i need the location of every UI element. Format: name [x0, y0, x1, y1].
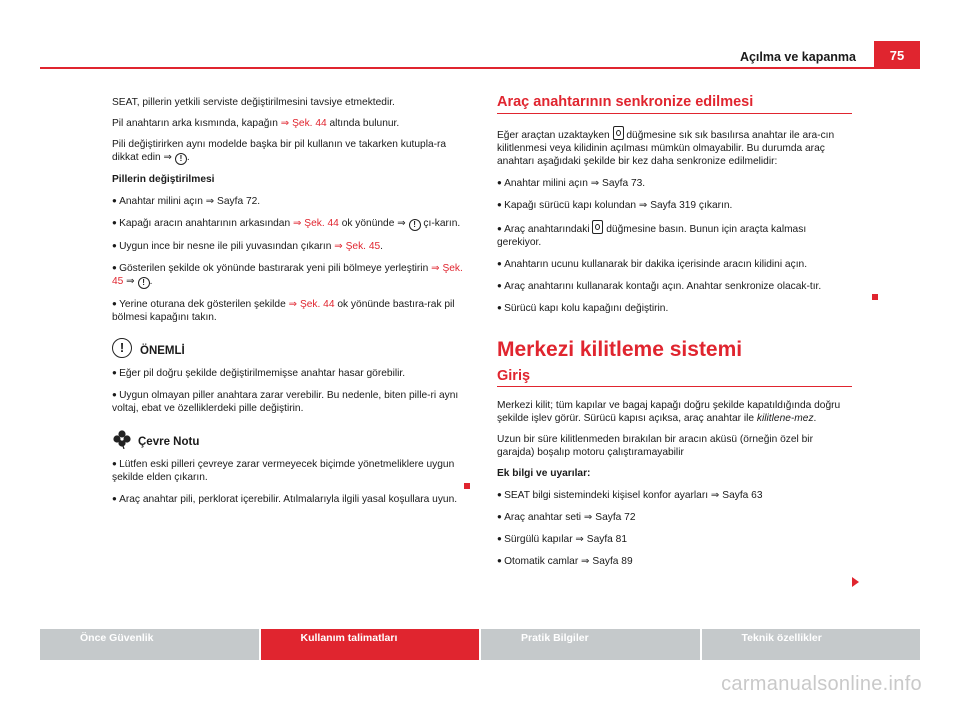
figure-link[interactable]: ⇒ Şek. 45 [334, 241, 381, 252]
key-button-icon [592, 220, 603, 234]
exclamation-icon: ! [112, 338, 132, 358]
section-end-marker [872, 294, 878, 300]
list-item: ● Araç anahtar pili, perklorat içerebilir. Atılmalarıyla ilgili yasal koşullara uyun. [112, 492, 470, 506]
list-item: ● Araç anahtarındaki düğmesine basın. Bunun için araçta kalması gerekiyor. [497, 220, 852, 249]
warning-ref-icon[interactable]: ! [175, 153, 187, 165]
left-column [112, 96, 470, 514]
footer-nav [40, 629, 920, 660]
list-item: ● Araç anahtarını kullanarak kontağı açın. Anahtar senkronize olacak-tır. [497, 279, 852, 293]
list-item: ● Anahtar milini açın ⇒ Sayfa 73. [497, 176, 852, 190]
watermark: carmanualsonline.info [721, 673, 922, 695]
key-button-icon [613, 126, 624, 140]
warning-ref-icon[interactable]: ! [138, 277, 150, 289]
header-rule [40, 67, 920, 69]
figure-link[interactable]: ⇒ Şek. 44 [288, 299, 335, 310]
list-item: ● Anahtarın ucunu kullanarak bir dakika içerisinde aracın kilidini açın. [497, 257, 852, 271]
environment-notice-header [112, 429, 470, 449]
list-item: ● Araç anahtar seti ⇒ Sayfa 72 [497, 510, 852, 524]
list-item: ● SEAT bilgi sistemindeki kişisel konfor ayarları ⇒ Sayfa 63 [497, 488, 852, 502]
paragraph: Eğer araçtan uzaktayken düğmesine sık sık basılırsa anahtar ile ara-cın kilitlenmesi veya kilidinin açılması mümkün olmayabilir. Bu durumda araç anahtarı aşağıdaki şekilde bir kez daha senkronize edilmelidir: [497, 126, 852, 168]
list-item: ● Kapağı aracın anahtarının arkasından ⇒ Şek. 44 ok yönünde ⇒ ! çı-karın. [112, 216, 470, 231]
list-item: ● Otomatik camlar ⇒ Sayfa 89 [497, 554, 852, 568]
paragraph: Uzun bir süre kilitlenmeden bırakılan bir aracın aküsü (örneğin özel bir garajda) boşalıp motoru çalıştıramayabilir [497, 434, 813, 458]
figure-link[interactable]: ⇒ Şek. 44 [292, 218, 339, 229]
right-column [497, 96, 852, 576]
chapter-heading: Merkezi kilitleme sistemi [497, 338, 743, 361]
section-end-marker [464, 483, 470, 489]
environment-icon [112, 429, 132, 449]
list-item: ● Kapağı sürücü kapı kolundan ⇒ Sayfa 319 çıkarın. [497, 198, 852, 212]
tab-technical[interactable]: Teknik özellikler [702, 629, 921, 660]
tab-operation[interactable]: Kullanım talimatları [261, 629, 480, 660]
section-heading-intro: Giriş [497, 370, 852, 387]
warning-ref-icon[interactable]: ! [409, 219, 421, 231]
paragraph: Pil anahtarın arka kısmında, kapağın ⇒ Şek. 44 altında bulunur. [112, 118, 400, 129]
list-item: ● Uygun olmayan piller anahtara zarar verebilir. Bu nedenle, biten pille-ri aynı voltaj, ebat ve özelliklerdeki pille değiştirin. [112, 388, 470, 415]
paragraph: SEAT, pillerin yetkili serviste değiştirilmesini tavsiye etmektedir. [112, 97, 395, 108]
section-heading: Ek bilgi ve uyarılar: [497, 468, 591, 479]
important-label: ÖNEMLİ [140, 345, 185, 357]
page-number: 75 [874, 41, 920, 67]
list-item: ● Eğer pil doğru şekilde değiştirilmemişse anahtar hasar görebilir. [112, 366, 470, 380]
paragraph: Pili değiştirirken aynı modelde başka bir pil kullanın ve takarken kutupla-ra dikkat edin ⇒ ! . [112, 139, 447, 163]
section-heading: Pillerin değiştirilmesi [112, 174, 215, 185]
important-notice-header [112, 338, 470, 358]
continue-arrow-icon [852, 577, 859, 587]
figure-link[interactable]: ⇒ Şek. 45 [112, 263, 463, 287]
list-item: ● Gösterilen şekilde ok yönünde bastırarak yeni pili bölmeye yerleştirin ⇒ Şek. 45 ⇒ ! . [112, 261, 470, 289]
environment-label: Çevre Notu [138, 436, 200, 448]
tab-safety[interactable]: Önce Güvenlik [40, 629, 259, 660]
figure-link[interactable]: ⇒ Şek. 44 [280, 118, 327, 129]
list-item: ● Lütfen eski pilleri çevreye zarar vermeyecek biçimde yönetmeliklere uygun şekilde elden çıkarın. [112, 457, 470, 484]
list-item: ● Sürgülü kapılar ⇒ Sayfa 81 [497, 532, 852, 546]
list-item: ● Yerine oturana dek gösterilen şekilde ⇒ Şek. 44 ok yönünde bastıra-rak pil bölmesi kapağını takın. [112, 297, 470, 324]
list-item: ● Sürücü kapı kolu kapağını değiştirin. [497, 301, 852, 315]
section-heading-sync: Araç anahtarının senkronize edilmesi [497, 96, 852, 114]
paragraph: Merkezi kilit; tüm kapılar ve bagaj kapağı doğru şekilde kapatıldığında doğru şekilde işlev görür. Sürücü kapısı açıksa, araç anahtar ile kilitlene-mez. [497, 400, 841, 424]
tab-practical[interactable]: Pratik Bilgiler [481, 629, 700, 660]
list-item: ● Anahtar milini açın ⇒ Sayfa 72. [112, 194, 470, 208]
page-header-title: Açılma ve kapanma [739, 50, 856, 64]
list-item: ● Uygun ince bir nesne ile pili yuvasından çıkarın ⇒ Şek. 45. [112, 239, 470, 253]
